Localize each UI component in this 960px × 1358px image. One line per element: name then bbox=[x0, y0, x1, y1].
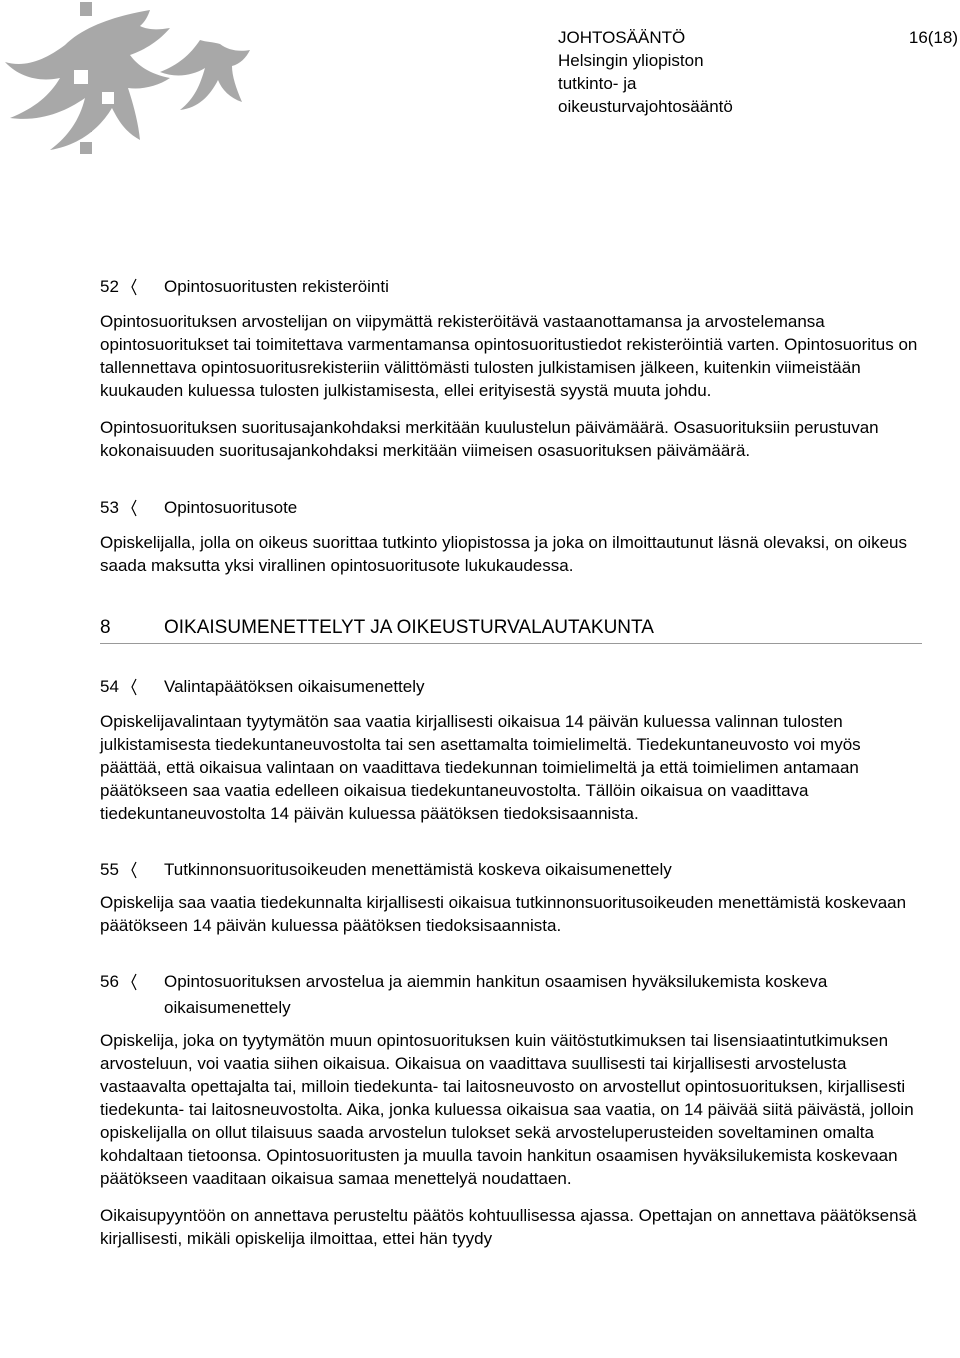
section-mark-icon bbox=[130, 499, 138, 517]
section-heading-55 bbox=[100, 857, 922, 883]
section-heading-56 bbox=[100, 969, 922, 1021]
section-mark-icon bbox=[130, 861, 138, 879]
section-mark-icon bbox=[130, 678, 138, 696]
section-title: Valintapäätöksen oikaisumenettely bbox=[164, 677, 425, 696]
paragraph: Opiskelijavalintaan tyytymätön saa vaatia kirjallisesti oikaisua 14 päivän kuluessa valinnan tulosten julkistamisesta tiedekuntaneuvostolta tai sen asettamalta toimielimeltä. Tiedekuntaneuvosto voi myös päättää, että oikaisua valintaan on vaadittava tiedekunnan toimielimeltä ja että toimielimen antamaan päätökseen saa vaatia edelleen oikaisua tiedekuntaneuvostolta. Tällöin oikaisua on vaadittava tiedekuntaneuvostolta 14 päivän kuluessa päätöksen tiedoksisaannista. bbox=[100, 712, 861, 823]
chapter-number: 8 bbox=[100, 617, 111, 638]
paragraph: Oikaisupyyntöön on annettava perusteltu päätös kohtuullisessa ajassa. Opettajan on annettava päätöksensä kirjallisesti, mikäli opiskelija ilmoittaa, ettei hän tyydy bbox=[100, 1206, 917, 1248]
paragraph: Opiskelijalla, jolla on oikeus suorittaa tutkinto yliopistossa ja joka on ilmoittautunut läsnä olevaksi, on oikeus saada maksutta yksi virallinen opintosuoritusote lukukaudessa. bbox=[100, 533, 907, 575]
section-title: Opintosuoritusote bbox=[164, 498, 298, 517]
paragraph: Opiskelija, joka on tyytymätön muun opintosuorituksen kuin väitöstutkimuksen tai lisensiaatintutkimuksen arvosteluun, voi vaatia siihen oikaisua. Oikaisua on vaadittava suullisesti tai kirjallisesti arvostelusta vastaavalta opettajalta tai, milloin tiedekunta- tai laitosneuvosto on arvostellut opintosuorituksen, kirjallisesti tiedekunta- tai laitosneuvostolta. Aika, jonka kuluessa oikaisua saa vaatia, on 14 päivää siitä päivästä, jolloin opiskelijalla on ollut tilaisuus saada arvostelun tulokset sekä arvosteluperusteiden soveltaminen omalta kohdaltaan tietoonsa. Opintosuoritusten ja muulla tavoin hankitun osaamisen hyväksilukemista koskevaan päätökseen vaaditaan oikaisua samaa menettelyä noudattaen. bbox=[100, 1031, 914, 1188]
section-title: Opintosuoritusten rekisteröinti bbox=[164, 277, 389, 296]
section-number: 54 bbox=[100, 677, 119, 696]
section-title: Opintosuorituksen arvostelua ja aiemmin hankitun osaamisen hyväksilukemista koskeva oikaisumenettely bbox=[164, 972, 828, 1017]
section-title: Tutkinnonsuoritusoikeuden menettämistä koskeva oikaisumenettely bbox=[164, 860, 672, 879]
section-number: 52 bbox=[100, 277, 119, 296]
document-title-line1: tutkinto- ja bbox=[558, 74, 637, 93]
document-type: JOHTOSÄÄNTÖ bbox=[558, 28, 686, 47]
section-heading-54 bbox=[100, 674, 922, 700]
section-mark-icon bbox=[130, 278, 138, 296]
section-mark-icon bbox=[130, 973, 138, 991]
chapter-heading bbox=[100, 615, 922, 644]
document-header bbox=[558, 26, 958, 118]
document-body bbox=[100, 274, 922, 1250]
paragraph: Opintosuorituksen arvostelijan on viipymättä rekisteröitävä vastaanottamansa ja arvostelemansa opintosuoritukset tai toimitettava varmentamansa opintosuoritustiedot rekisteröintiä varten. Opintosuoritus on tallennettava opintosuoritusrekisteriin välittömästi tulosten julkistamisen jälkeen, kuitenkin viimeistään kuukauden kuluessa tulosten julkistamisesta, ellei erityisestä syystä muuta johdu. bbox=[100, 312, 918, 400]
paragraph: Opintosuorituksen suoritusajankohdaksi merkitään kuulustelun päivämäärä. Osasuorituksiin perustuvan kokonaisuuden suoritusajankohdaksi merkitään viimeisen osasuorituksen päivämäärä. bbox=[100, 418, 879, 460]
paragraph: Opiskelija saa vaatia tiedekunnalta kirjallisesti oikaisua tutkinnonsuoritusoikeuden menettämistä koskevaan päätökseen 14 päivän kuluessa päätöksen tiedoksisaannista. bbox=[100, 893, 907, 935]
section-heading-53 bbox=[100, 495, 922, 521]
section-number: 53 bbox=[100, 498, 119, 517]
chapter-title: OIKAISUMENETTELYT JA OIKEUSTURVALAUTAKUNTA bbox=[164, 617, 654, 638]
section-number: 56 bbox=[100, 972, 119, 991]
organization: Helsingin yliopiston bbox=[558, 51, 704, 70]
section-number: 55 bbox=[100, 860, 119, 879]
page-number: 16(18) bbox=[908, 28, 958, 47]
document-title-line2: oikeusturvajohtosääntö bbox=[558, 97, 733, 116]
university-flame-logo bbox=[0, 0, 250, 160]
section-heading-52 bbox=[100, 274, 922, 300]
